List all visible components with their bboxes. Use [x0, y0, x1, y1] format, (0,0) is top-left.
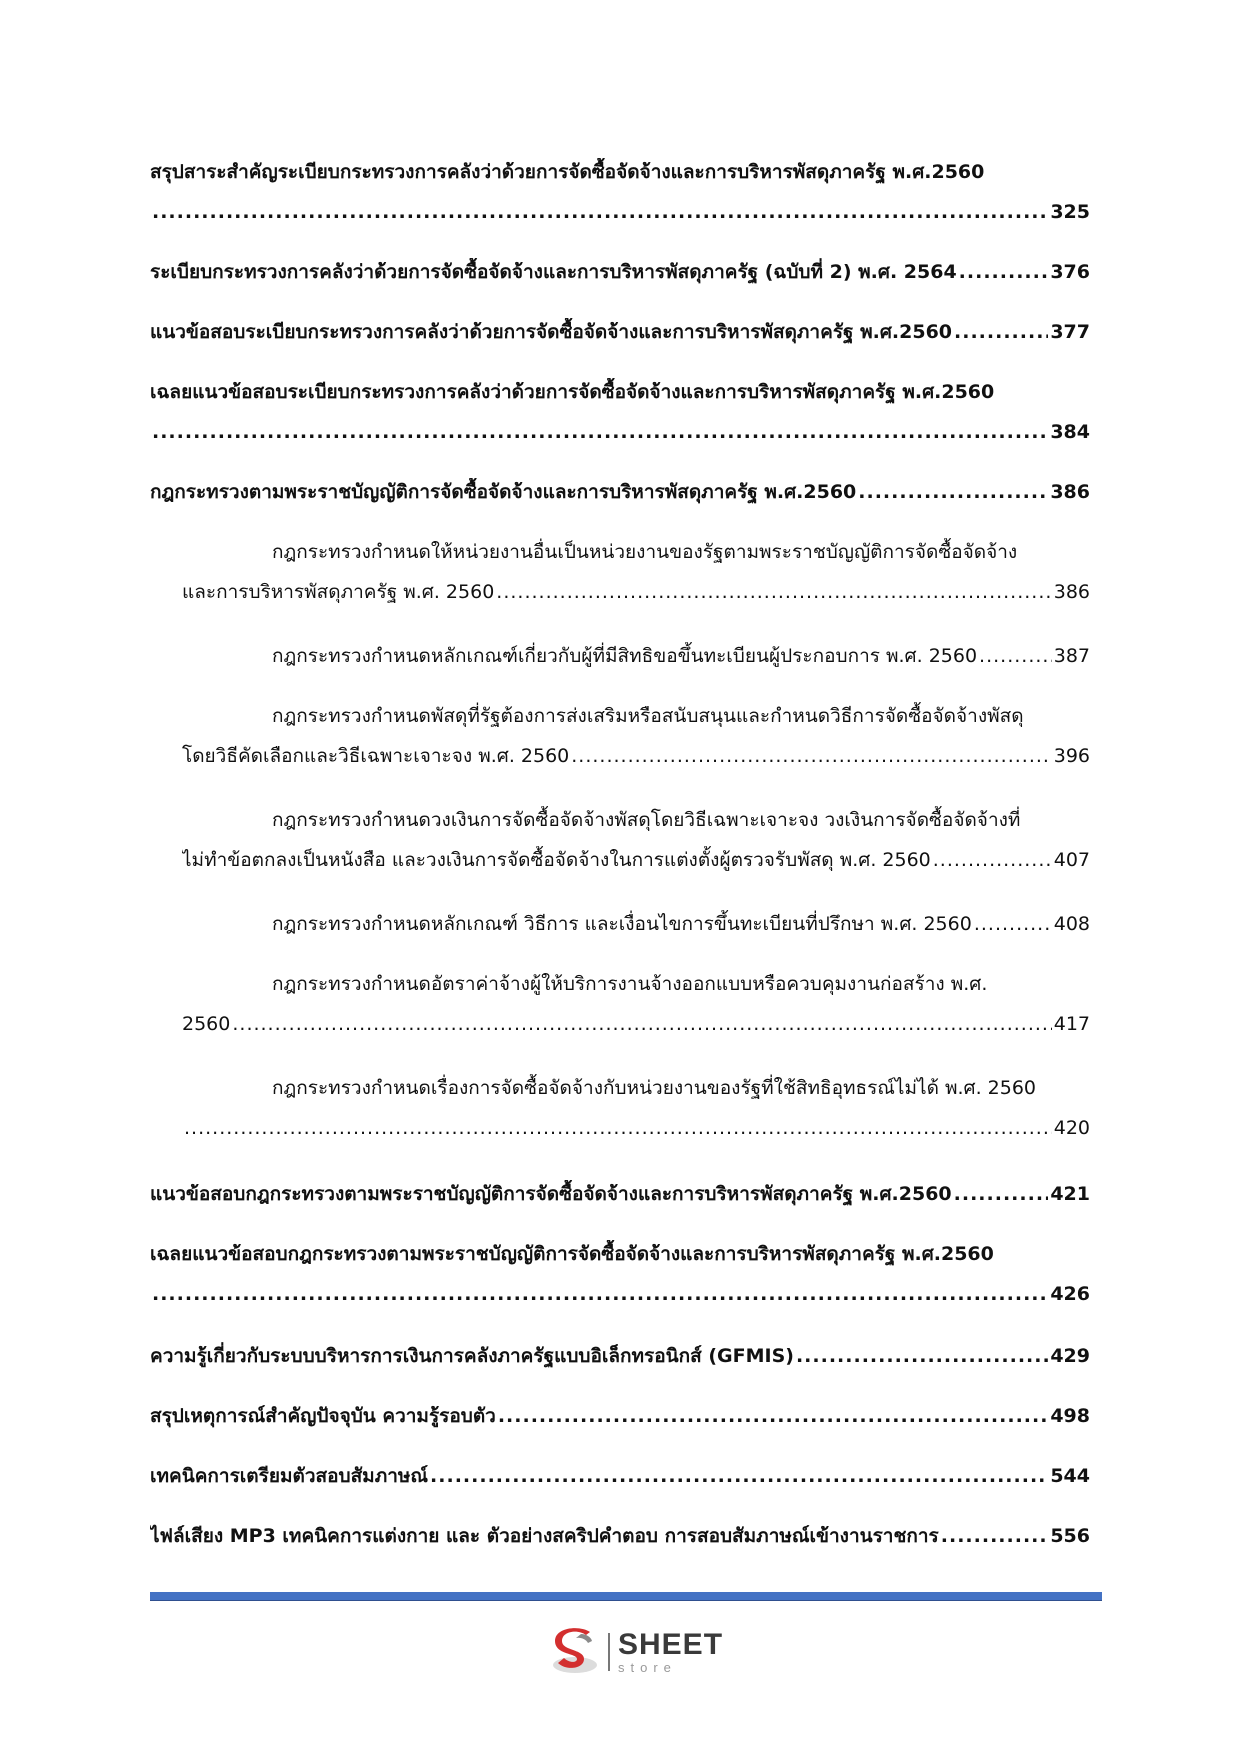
toc-entry-line [150, 378, 1090, 406]
logo-separator [608, 1633, 610, 1671]
toc-leader-dots [430, 1462, 1048, 1490]
toc-entry-line [182, 910, 1090, 938]
toc-entry[interactable] [150, 1180, 1090, 1208]
toc-entry-line [150, 1180, 1090, 1208]
toc-entry[interactable] [150, 258, 1090, 286]
toc-page-number: 396 [1053, 745, 1090, 767]
toc-entry-title: กฎกระทรวงตามพระราชบัญญัติการจัดซื้อจัดจ้างและการบริหารพัสดุภาครัฐ พ.ศ.2560 [150, 481, 857, 503]
sheet-store-s-logo-icon [548, 1625, 602, 1679]
toc-entry[interactable] [150, 1342, 1090, 1370]
toc-entry-line [150, 318, 1090, 346]
toc-entry-line [150, 418, 1090, 446]
toc-entry-title: ระเบียบกระทรวงการคลังว่าด้วยการจัดซื้อจัดจ้างและการบริหารพัสดุภาครัฐ (ฉบับที่ 2) พ.ศ. 2564 [150, 261, 957, 283]
toc-leader-dots [496, 578, 1051, 606]
toc-entry-title: กฎกระทรวงกำหนดอัตราค่าจ้างผู้ให้บริการงานจ้างออกแบบหรือควบคุมงานก่อสร้าง พ.ศ. [272, 973, 988, 995]
toc-leader-dots [498, 1402, 1048, 1430]
toc-entry[interactable] [182, 702, 1090, 770]
toc-entry-title: เทคนิคการเตรียมตัวสอบสัมภาษณ์ [150, 1465, 429, 1487]
toc-page-number: 386 [1053, 581, 1090, 603]
toc-entry[interactable] [150, 1240, 1090, 1308]
toc-entry-title: กฎกระทรวงกำหนดพัสดุที่รัฐต้องการส่งเสริมหรือสนับสนุนและกำหนดวิธีการจัดซื้อจัดจ้างพัสดุ [272, 705, 1024, 727]
toc-page-number: 386 [1050, 481, 1090, 503]
toc-leader-dots [152, 418, 1048, 446]
toc-entry[interactable] [150, 378, 1090, 446]
toc-entry[interactable] [182, 642, 1090, 670]
toc-leader-dots [954, 318, 1048, 346]
toc-entry-line [150, 1522, 1090, 1550]
toc-leader-dots [933, 846, 1052, 874]
toc-entry[interactable] [182, 970, 1090, 1038]
toc-leader-dots [184, 1114, 1052, 1142]
toc-leader-dots [974, 910, 1052, 938]
toc-page-number: 420 [1053, 1117, 1090, 1139]
toc-page-number: 426 [1050, 1283, 1090, 1305]
toc-page-number: 376 [1050, 261, 1090, 283]
toc-entry-line: โดยวิธีคัดเลือกและวิธีเฉพาะเจาะจง พ.ศ. 2560 ..... 396 [182, 742, 1090, 770]
toc-page-number: 384 [1050, 421, 1090, 443]
toc-entry[interactable] [150, 158, 1090, 226]
toc-entry-title: เฉลยแนวข้อสอบกฎกระทรวงตามพระราชบัญญัติการจัดซื้อจัดจ้างและการบริหารพัสดุภาครัฐ พ.ศ.2560 [150, 1243, 994, 1265]
toc-entry-line [150, 198, 1090, 226]
toc-leader-dots [152, 1280, 1048, 1308]
toc-entry-line [150, 1462, 1090, 1490]
toc-entry-title: สรุปเหตุการณ์สำคัญปัจจุบัน ความรู้รอบตัว [150, 1405, 496, 1427]
toc-entry-title: แนวข้อสอบระเบียบกระทรวงการคลังว่าด้วยการจัดซื้อจัดจ้างและการบริหารพัสดุภาครัฐ พ.ศ.2560 [150, 321, 953, 343]
footer-logo [548, 1624, 723, 1680]
toc-entry-title: กฎกระทรวงกำหนดให้หน่วยงานอื่นเป็นหน่วยงานของรัฐตามพระราชบัญญัติการจัดซื้อจัดจ้าง [272, 541, 1018, 563]
toc-page-number: 544 [1050, 1465, 1090, 1487]
toc-entry[interactable] [150, 318, 1090, 346]
toc-entry[interactable] [150, 1522, 1090, 1550]
toc-entry-line [150, 158, 1090, 186]
toc-entry-line [150, 1240, 1090, 1268]
toc-entry-line [182, 642, 1090, 670]
toc-entry-title: แนวข้อสอบกฎกระทรวงตามพระราชบัญญัติการจัดซื้อจัดจ้างและการบริหารพัสดุภาครัฐ พ.ศ.2560 [150, 1183, 952, 1205]
toc-leader-dots [232, 1010, 1051, 1038]
toc-leader-dots [858, 478, 1048, 506]
toc-entry-line [182, 538, 1090, 566]
toc-entry-title: ความรู้เกี่ยวกับระบบบริหารการเงินการคลังภาครัฐแบบอิเล็กทรอนิกส์ (GFMIS) [150, 1345, 794, 1367]
toc-entry-title: กฎกระทรวงกำหนดวงเงินการจัดซื้อจัดจ้างพัสดุโดยวิธีเฉพาะเจาะจง วงเงินการจัดซื้อจัดจ้างที่ [272, 809, 1021, 831]
logo-wordmark [618, 1630, 723, 1674]
logo-subtitle: store [618, 1660, 677, 1675]
toc-entry-line [150, 478, 1090, 506]
toc-page-number: 408 [1053, 913, 1090, 935]
toc-page-number: 407 [1053, 849, 1090, 871]
toc-leader-dots [941, 1522, 1049, 1550]
toc-entry[interactable] [182, 806, 1090, 874]
toc-entry[interactable] [182, 538, 1090, 606]
toc-entry-line [182, 702, 1090, 730]
toc-entry-title: เฉลยแนวข้อสอบระเบียบกระทรวงการคลังว่าด้วยการจัดซื้อจัดจ้างและการบริหารพัสดุภาครัฐ พ.ศ.2560 [150, 381, 995, 403]
toc-entry[interactable] [150, 1402, 1090, 1430]
toc-entry-title: กฎกระทรวงกำหนดหลักเกณฑ์ วิธีการ และเงื่อนไขการขึ้นทะเบียนที่ปรึกษา พ.ศ. 2560 [272, 913, 972, 935]
toc-entry-line: 2560 ..... 417 [182, 1010, 1090, 1038]
toc-leader-dots [571, 742, 1051, 770]
toc-page-number: 498 [1050, 1405, 1090, 1427]
toc-page-number: 429 [1050, 1345, 1090, 1367]
toc-entry-title: สรุปสาระสำคัญระเบียบกระทรวงการคลังว่าด้วยการจัดซื้อจัดจ้างและการบริหารพัสดุภาครัฐ พ.ศ.2560 [150, 161, 985, 183]
footer-divider [150, 1592, 1102, 1601]
toc-leader-dots [959, 258, 1049, 286]
toc-entry[interactable] [150, 1462, 1090, 1490]
toc-entry-title: ไฟล์เสียง MP3 เทคนิคการแต่งกาย และ ตัวอย่างสคริปคำตอบ การสอบสัมภาษณ์เข้างานราชการ [150, 1525, 939, 1547]
toc-entry-line [182, 1074, 1090, 1102]
toc-entry[interactable] [182, 1074, 1090, 1142]
toc-entry-line: ไม่ทำข้อตกลงเป็นหนังสือ และวงเงินการจัดซื้อจัดจ้างในการแต่งตั้งผู้ตรวจรับพัสดุ พ.ศ. 2560 ..... 407 [182, 846, 1090, 874]
toc-entry-line [150, 258, 1090, 286]
toc-page-number: 417 [1053, 1013, 1090, 1035]
toc-entry-line: และการบริหารพัสดุภาครัฐ พ.ศ. 2560 ..... 386 [182, 578, 1090, 606]
toc-entry-title: กฎกระทรวงกำหนดเรื่องการจัดซื้อจัดจ้างกับหน่วยงานของรัฐที่ใช้สิทธิอุทธรณ์ไม่ได้ พ.ศ. 2560 [272, 1077, 1036, 1099]
toc-leader-dots [954, 1180, 1049, 1208]
toc-page-number: 421 [1050, 1183, 1090, 1205]
logo-name: SHEET [618, 1628, 724, 1661]
toc-entry-line [182, 970, 1090, 998]
toc-entry[interactable] [150, 478, 1090, 506]
toc-leader-dots [979, 642, 1052, 670]
toc-leader-dots [152, 198, 1048, 226]
toc-entry-title: กฎกระทรวงกำหนดหลักเกณฑ์เกี่ยวกับผู้ที่มีสิทธิขอขึ้นทะเบียนผู้ประกอบการ พ.ศ. 2560 [272, 645, 978, 667]
toc-page-number: 325 [1050, 201, 1090, 223]
toc-entry[interactable] [182, 910, 1090, 938]
toc-entry-line [182, 1114, 1090, 1142]
toc-entry-line [182, 806, 1090, 834]
toc-entry-line [150, 1280, 1090, 1308]
toc-entry-line [150, 1342, 1090, 1370]
toc-page-number: 377 [1050, 321, 1090, 343]
toc-page-number: 556 [1050, 1525, 1090, 1547]
toc-entry-line [150, 1402, 1090, 1430]
toc-leader-dots [796, 1342, 1048, 1370]
toc-page-number: 387 [1053, 645, 1090, 667]
